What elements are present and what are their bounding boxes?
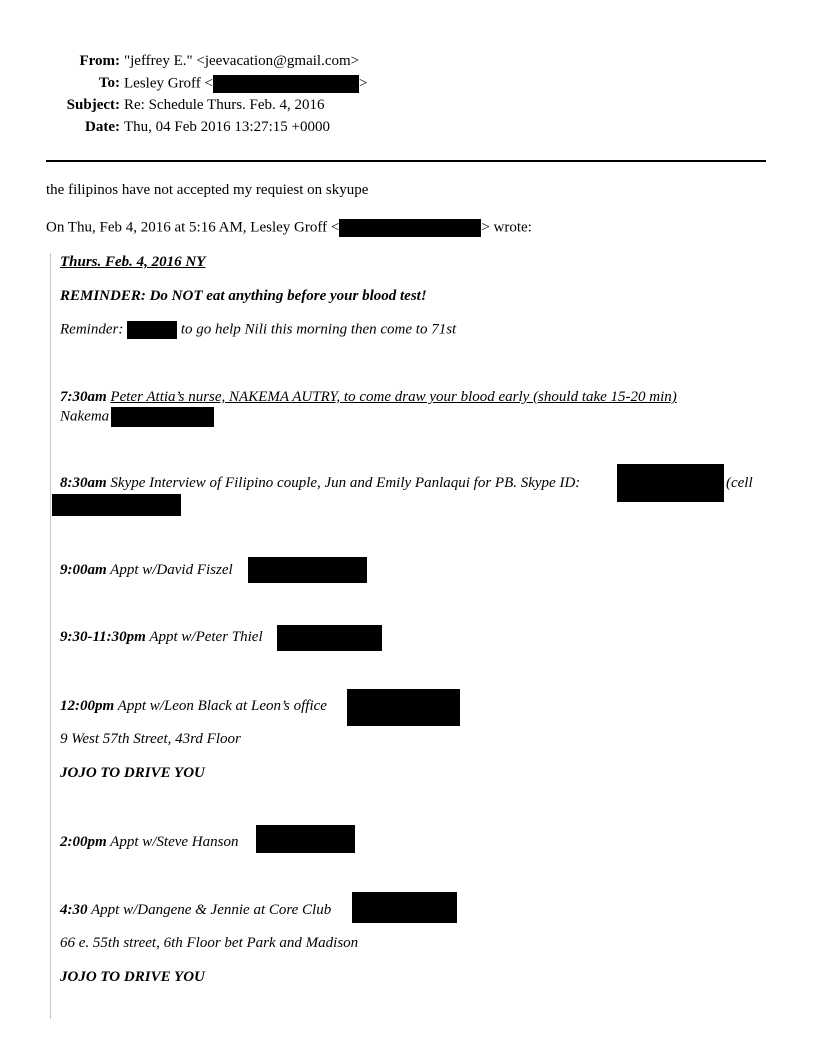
blood-test-reminder: REMINDER: Do NOT eat anything before your blood test! bbox=[60, 288, 427, 304]
to-suffix: > bbox=[359, 75, 368, 92]
date-label: Date: bbox=[85, 119, 120, 135]
to-value bbox=[124, 75, 367, 93]
redaction-box bbox=[111, 407, 214, 427]
redaction-box bbox=[352, 892, 457, 923]
redaction-box bbox=[256, 825, 355, 853]
subject-value: Re: Schedule Thurs. Feb. 4, 2016 bbox=[124, 97, 325, 113]
event-time: 7:30am bbox=[60, 389, 107, 405]
quote-intro-suffix: > wrote: bbox=[481, 219, 532, 236]
event-time: 2:00pm bbox=[60, 834, 107, 850]
schedule-title: Thurs. Feb. 4, 2016 NY bbox=[60, 254, 206, 270]
event-time: 8:30am bbox=[60, 475, 107, 491]
event-time: 9:30-11:30pm bbox=[60, 629, 146, 645]
event-930 bbox=[60, 629, 263, 646]
event-text: Appt w/Leon Black at Leon’s office bbox=[117, 698, 327, 714]
event-time: 9:00am bbox=[60, 562, 107, 578]
event-text: Appt w/David Fiszel bbox=[110, 562, 233, 578]
event-1630 bbox=[60, 902, 331, 919]
header-divider bbox=[46, 160, 766, 162]
to-label: To: bbox=[98, 75, 120, 91]
from-value: "jeffrey E." <jeevacation@gmail.com> bbox=[124, 53, 360, 69]
redaction-box bbox=[248, 557, 367, 583]
redaction-box bbox=[339, 219, 481, 237]
reminder-suffix: to go help Nili this morning then come to 71st bbox=[180, 321, 457, 338]
nili-reminder bbox=[60, 321, 456, 339]
redaction-box bbox=[213, 75, 359, 93]
redaction-box bbox=[52, 494, 181, 516]
event-1200-address: 9 West 57th Street, 43rd Floor bbox=[60, 731, 241, 747]
from-label: From: bbox=[79, 53, 120, 69]
event-1630-drive: JOJO TO DRIVE YOU bbox=[60, 969, 205, 985]
event-1630-address: 66 e. 55th street, 6th Floor bet Park and Madison bbox=[60, 935, 359, 951]
event-830-tail: (cell bbox=[726, 475, 753, 491]
event-text: Peter Attia’s nurse, NAKEMA AUTRY, to come draw your blood early (should take 15-20 min) bbox=[110, 389, 677, 405]
event-730-line2 bbox=[60, 407, 214, 427]
event-1200-drive: JOJO TO DRIVE YOU bbox=[60, 765, 205, 781]
nakema-label: Nakema bbox=[60, 408, 110, 425]
redaction-box bbox=[617, 464, 724, 502]
event-text: Appt w/Dangene & Jennie at Core Club bbox=[90, 902, 332, 918]
reply-text: the filipinos have not accepted my requiest on skyupe bbox=[46, 182, 369, 198]
date-value: Thu, 04 Feb 2016 13:27:15 +0000 bbox=[124, 119, 330, 135]
quote-intro-prefix: On Thu, Feb 4, 2016 at 5:16 AM, Lesley Groff < bbox=[46, 219, 340, 236]
event-900 bbox=[60, 562, 233, 579]
redaction-box bbox=[277, 625, 382, 651]
redaction-box bbox=[127, 321, 177, 339]
event-time: 4:30 bbox=[60, 902, 88, 918]
event-1200 bbox=[60, 698, 327, 715]
event-time: 12:00pm bbox=[60, 698, 115, 714]
event-730 bbox=[60, 389, 677, 406]
subject-label: Subject: bbox=[66, 97, 120, 113]
redaction-box bbox=[347, 689, 460, 726]
quote-bar bbox=[50, 253, 51, 1019]
event-1400 bbox=[60, 834, 238, 851]
reminder-prefix: Reminder: bbox=[60, 321, 124, 338]
event-text: Appt w/Steve Hanson bbox=[110, 834, 239, 850]
event-830 bbox=[60, 475, 580, 492]
event-text: Appt w/Peter Thiel bbox=[149, 629, 263, 645]
to-name: Lesley Groff < bbox=[124, 75, 213, 92]
quote-intro bbox=[46, 219, 532, 237]
event-text: Skype Interview of Filipino couple, Jun and Emily Panlaqui for PB. Skype ID: bbox=[110, 475, 581, 491]
